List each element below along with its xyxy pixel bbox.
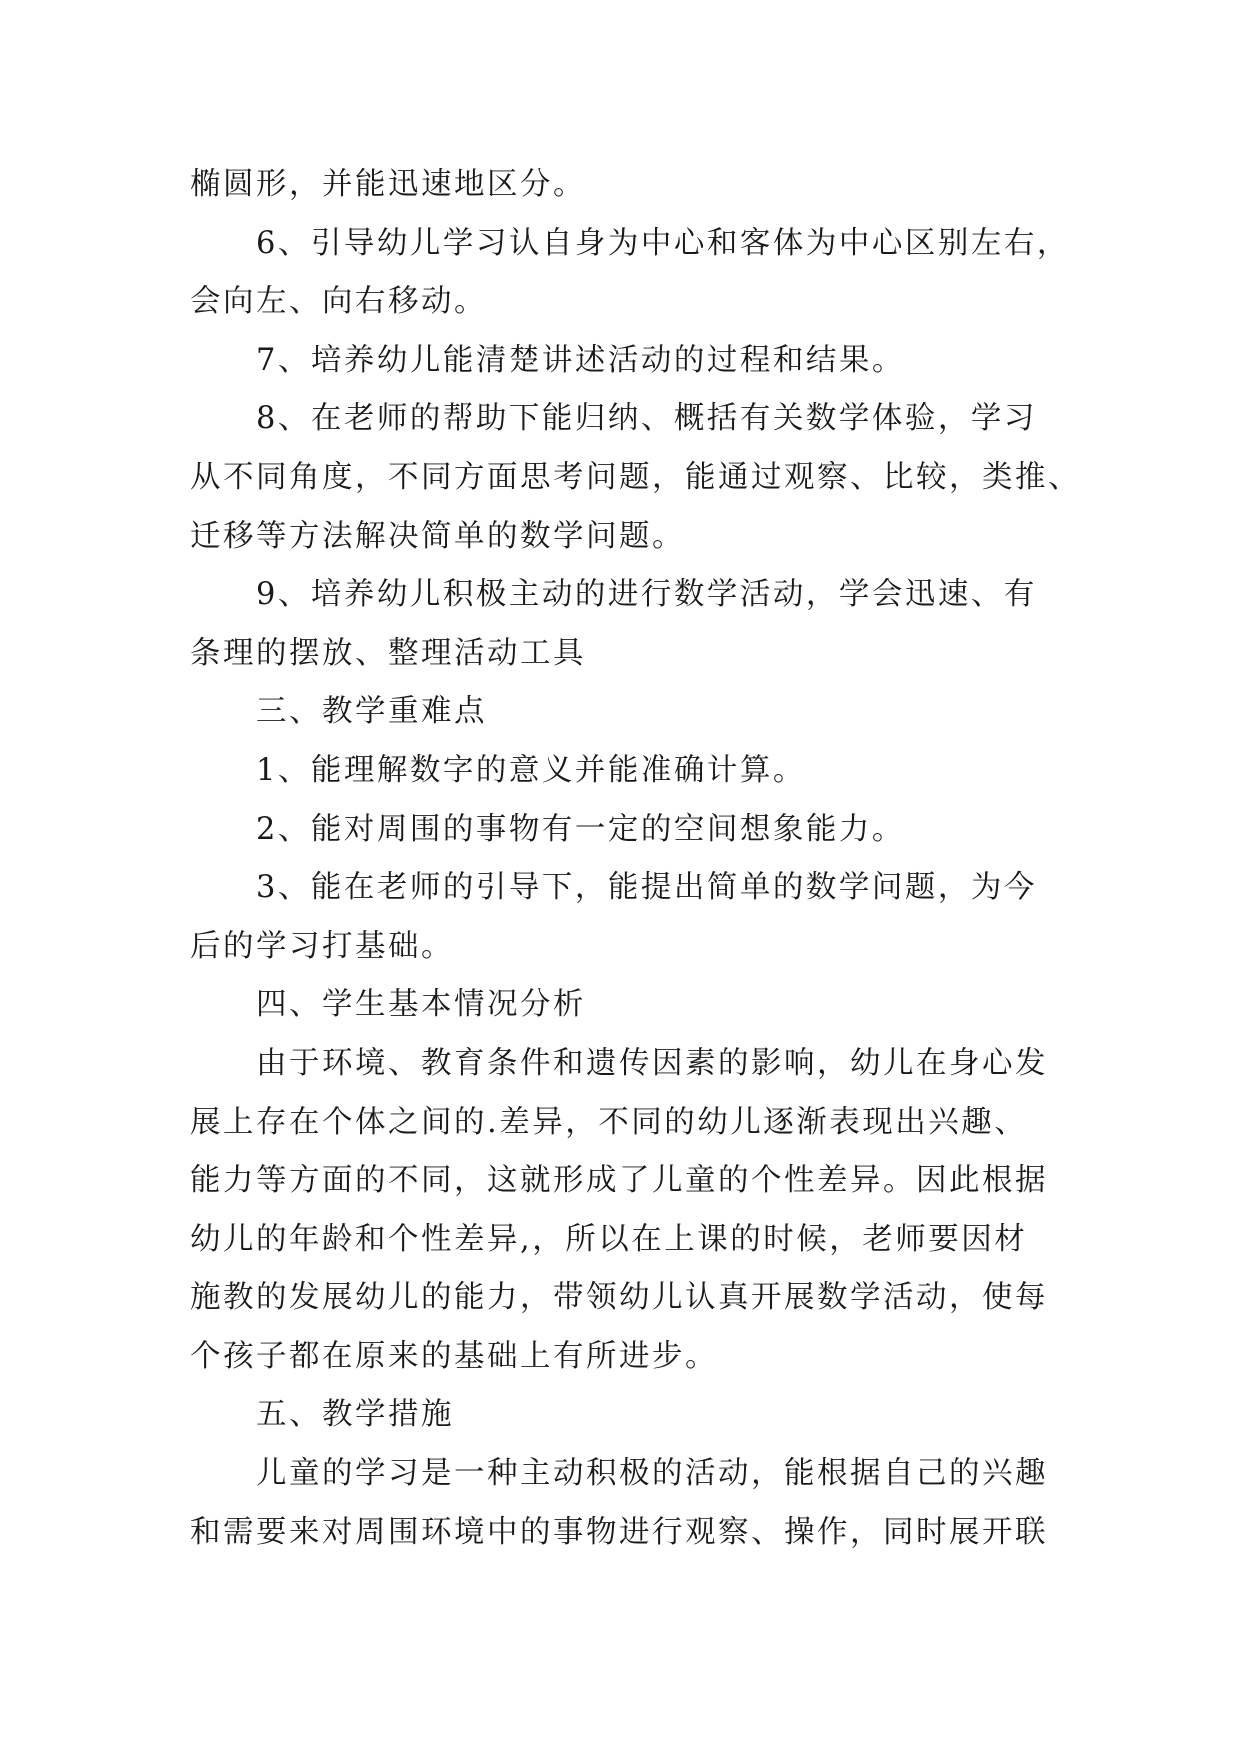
text-line: 6、引导幼儿学习认自身为中心和客体为中心区别左右，: [256, 225, 1070, 261]
text-line: 7、培养幼儿能清楚讲述活动的过程和结果。: [256, 342, 905, 378]
text-line: 由于环境、教育条件和遗传因素的影响，幼儿在身心发: [256, 1045, 1048, 1081]
text-line: 个孩子都在原来的基础上有所进步。: [190, 1338, 718, 1374]
text-line: 施教的发展幼儿的能力，带领幼儿认真开展数学活动，使每: [190, 1280, 1048, 1316]
text-line: 能力等方面的不同，这就形成了儿童的个性差异。因此根据: [190, 1163, 1048, 1199]
text-line: 1、能理解数字的意义并能准确计算。: [256, 752, 806, 788]
text-line: 椭圆形，并能迅速地区分。: [190, 167, 586, 202]
text-line: 幼儿的年龄和个性差异,，所以在上课的时候，老师要因材: [190, 1221, 1028, 1257]
text-line: 五、教学措施: [256, 1397, 454, 1433]
text-line: 会向左、向右移动。: [190, 284, 487, 320]
text-line: 三、教学重难点: [256, 694, 487, 730]
text-line: 儿童的学习是一种主动积极的活动，能根据自己的兴趣: [256, 1456, 1048, 1492]
text-line: 条理的摆放、整理活动工具: [190, 635, 586, 671]
text-line: 后的学习打基础。: [190, 928, 454, 964]
text-line: 四、学生基本情况分析: [256, 987, 586, 1023]
document-page: [190, 156, 1081, 1562]
text-line: 9、培养幼儿积极主动的进行数学活动，学会迅速、有: [256, 577, 1037, 613]
text-line: 2、能对周围的事物有一定的空间想象能力。: [256, 811, 905, 847]
text-line: 3、能在老师的引导下，能提出简单的数学问题，为今: [256, 870, 1037, 906]
text-line: 从不同角度，不同方面思考问题，能通过观察、比较，类推、: [190, 459, 1081, 495]
text-line: 8、在老师的帮助下能归纳、概括有关数学体验，学习: [256, 401, 1037, 437]
text-line: 展上存在个体之间的.差异，不同的幼儿逐渐表现出兴趣、: [190, 1104, 1028, 1140]
text-line: 和需要来对周围环境中的事物进行观察、操作，同时展开联: [190, 1514, 1048, 1550]
text-line: 迁移等方法解决简单的数学问题。: [190, 518, 685, 554]
